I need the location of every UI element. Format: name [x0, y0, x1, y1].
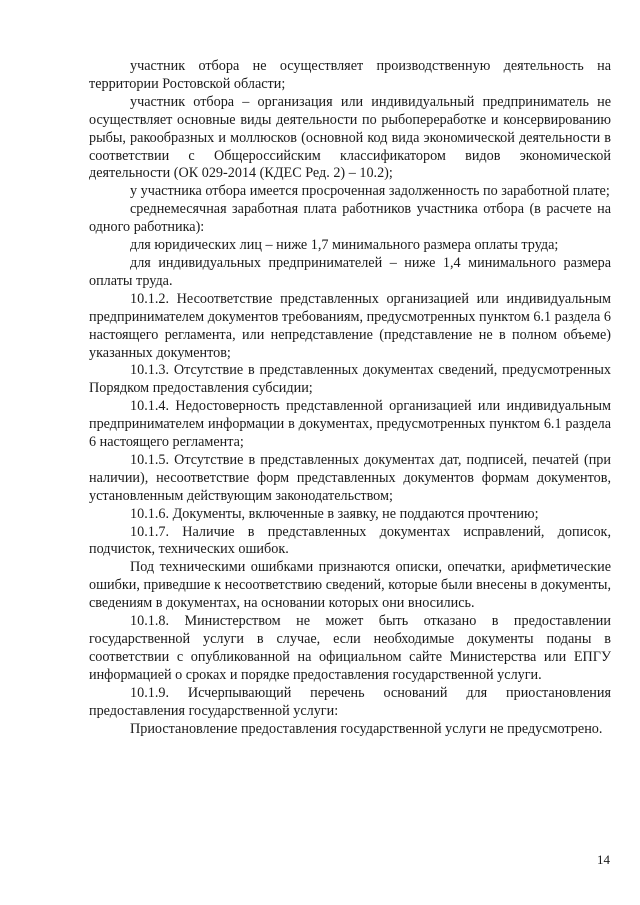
- paragraph: 10.1.6. Документы, включенные в заявку, не поддаются прочтению;: [130, 505, 539, 522]
- paragraph: участник отбора – организация или индивидуальный предприниматель не осуществляет основные виды деятельности по рыбопереработке и консервированию рыбы, ракообразных и моллюсков (основной код вида экономической деятельности в соответствии с Общероссийским классификатором видов экономической деятельности (ОК 029-2014 (КДЕС Ред. 2) – 10.2);: [89, 93, 611, 182]
- paragraph: Под техническими ошибками признаются описки, опечатки, арифметические ошибки, приведшие к несоответствию сведений, которые были внесены в документы, сведениям в документах, на основании которых они вносились.: [89, 559, 611, 612]
- paragraph: 10.1.2. Несоответствие представленных организацией или индивидуальным предпринимателем документов требованиям, предусмотренных пунктом 6.1 раздела 6 настоящего регламента, или непредставление (представление не в полном объеме) указанных документов;: [89, 290, 611, 361]
- paragraph: для юридических лиц – ниже 1,7 минимального размера оплаты труда;: [130, 237, 559, 254]
- document-body: [89, 58, 611, 738]
- paragraph: среднемесячная заработная плата работников участника отбора (в расчете на одного работника):: [89, 201, 611, 236]
- paragraph: 10.1.4. Недостоверность представленной организацией или индивидуальным предпринимателем информации в документах, предусмотренных пунктом 6.1 раздела 6 настоящего регламента;: [89, 398, 611, 451]
- paragraph: участник отбора не осуществляет производственную деятельность на территории Ростовской области;: [89, 58, 611, 92]
- paragraph: 10.1.5. Отсутствие в представленных документах дат, подписей, печатей (при наличии), несоответствие форм представленных документов формам документов, установленным действующим законодательством;: [89, 451, 611, 504]
- paragraph: для индивидуальных предпринимателей – ниже 1,4 минимального размера оплаты труда.: [89, 254, 611, 289]
- paragraph: 10.1.9. Исчерпывающий перечень оснований для приостановления предоставления государственной услуги:: [89, 684, 611, 719]
- page-number: 14: [597, 852, 610, 867]
- paragraph: 10.1.8. Министерством не может быть отказано в предоставлении государственной услуги в случае, если необходимые документы поданы в соответствии с опубликованной на официальном сайте Министерства или ЕПГУ информацией о сроках и порядке предоставления государственной услуги.: [89, 613, 611, 683]
- paragraph: 10.1.7. Наличие в представленных документах исправлений, дописок, подчисток, технических ошибок.: [89, 523, 611, 558]
- paragraph: Приостановление предоставления государственной услуги не предусмотрено.: [130, 720, 603, 737]
- paragraph: 10.1.3. Отсутствие в представленных документах сведений, предусмотренных Порядком предоставления субсидии;: [89, 362, 611, 397]
- paragraph: у участника отбора имеется просроченная задолженность по заработной плате;: [130, 183, 610, 200]
